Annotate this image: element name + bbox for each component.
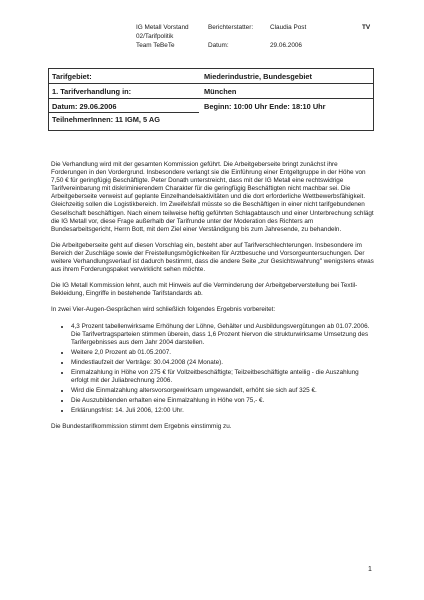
header-reporter-name: Claudia Post bbox=[270, 24, 307, 31]
divider bbox=[49, 83, 373, 84]
divider bbox=[49, 98, 373, 99]
list-item bbox=[71, 369, 374, 385]
page-number: 1 bbox=[368, 566, 372, 573]
paragraph: In zwei Vier-Augen-Gesprächen wird schließlich folgendes Ergebnis vorbereitet: bbox=[51, 306, 276, 314]
teilnehmer-field: TeilnehmerInnen: 11 IGM, 5 AG bbox=[52, 115, 161, 124]
paragraph: Die Verhandlung wird mit der gesamten Kommission geführt. Die Arbeitgeberseite bringt zunächst ihre Forderungen in den Vordergrund. Insbesondere verlangt sie die Einführung einer Entgeltgruppe in der Höhe von 7,50 € für geringfügig Beschäftigte. Peter Donath unterstreicht, dass mit der IG Metall eine rechtswidrige Tarifvereinbarung mit diskriminierendem Charakter für die geringfügig Beschäftigten nicht machbar sei. Die Arbeitgeberseite verweist auf geplante Einzelhandelsaktivitäten und die dort erforderliche Wettbewerbsfähigkeit. Gleichzeitig sollen die Logistikbereich. Im Zweifelsfall müsste so die Beschäftigen in einer nicht tarifgebundenen Gesellschaft beschäftigen. Nach einem teilweise heftig geführten Schlagabtausch und einer Unterbrechung schlägt die IG Metall vor, diese Frage außerhalb der Tarifrunde unter der Moderation des Richters am Bundesarbeitsgericht, Herrn Bott, mit dem Ziel einer Verständigung bis zum Jahresende, zu behandeln. bbox=[51, 161, 374, 233]
paragraph: Die Arbeitgeberseite geht auf diesen Vorschlag ein, besteht aber auf Tarifverschlechterungen. Insbesondere im Bereich der Zuschläge sowie der Freistellungsmöglichkeiten für Arztbesuche und Vorsorgeuntersuchungen. Der weitere Verhandlungsverlauf ist dadurch bestimmt, dass die andere Seite „zur Gesichtswahrung" wenigstens etwas aus ihrem Forderungspaket verwirklicht sehen möchte. bbox=[51, 241, 374, 274]
verhandlung-value: München bbox=[204, 87, 237, 96]
list-item bbox=[71, 349, 374, 357]
paragraph: Die IG Metall Kommission lehnt, auch mit Hinweis auf die Verminderung der Arbeitgeberverstellung bei Textil-Bekleidung, Eingriffe in bestehende Tarifstandards ab. bbox=[51, 282, 358, 298]
tarifgebiet-value: Miederindustrie, Bundesgebiet bbox=[204, 72, 313, 81]
header-team: Team TeBeTe bbox=[136, 42, 175, 49]
divider bbox=[49, 112, 199, 113]
list-item bbox=[71, 407, 374, 415]
report-body bbox=[51, 161, 374, 440]
header-department: 02/Tarifpolitik bbox=[136, 33, 174, 40]
list-item-text: Wird die Einmalzahlung altersvorsorgewirksam umgewandelt, erhöht sie sich auf 325 €. bbox=[71, 387, 317, 395]
list-item bbox=[71, 397, 374, 405]
list-item bbox=[71, 359, 374, 367]
list-item-text: 4,3 Prozent tabellenwirksame Erhöhung der Löhne, Gehälter und Ausbildungsvergütungen ab 01.07.2006. bbox=[71, 322, 370, 330]
header-org: IG Metall Vorstand bbox=[136, 24, 189, 31]
paragraph: Die Bundestarifkommission stimmt dem Ergebnis einstimmig zu. bbox=[51, 423, 232, 431]
negotiation-info-box bbox=[48, 68, 374, 131]
verhandlung-label: 1. Tarifverhandlung in: bbox=[52, 87, 132, 96]
list-item-text: Die Auszubildenden erhalten eine Einmalzahlung in Höhe von 75,- €. bbox=[71, 397, 265, 405]
result-list bbox=[51, 323, 374, 416]
time-field: Beginn: 10:00 Uhr Ende: 18:10 Uhr bbox=[204, 102, 326, 111]
list-item bbox=[71, 387, 374, 395]
list-item-text: Einmalzahlung in Höhe von 275 € für Vollzeitbeschäftigte; Teilzeitbeschäftigte anteilig - die Auszahlung erfolgt mit der Juliabrechnung 2006. bbox=[71, 368, 359, 385]
list-item-text: Mindestlaufzeit der Verträge: 30.04.2008 (24 Monate). bbox=[71, 358, 223, 366]
header-tag: TV bbox=[362, 24, 371, 31]
list-item-text: Erklärungsfrist: 14. Juli 2006, 12:00 Uhr. bbox=[71, 407, 184, 415]
header-date-value: 29.06.2006 bbox=[270, 42, 302, 49]
tarifgebiet-label: Tarifgebiet: bbox=[52, 72, 92, 81]
list-item-text: Weitere 2,0 Prozent ab 01.05.2007. bbox=[71, 348, 172, 356]
list-item-note: Die Tarifvertragsparteien stimmen überein, dass 1,6 Prozent hiervon die strukturwirksame Umsetzung des Tarifergebnisses aus dem Jahr 2004 darstellen. bbox=[71, 330, 369, 346]
list-item bbox=[71, 323, 374, 347]
datum-field: Datum: 29.06.2006 bbox=[52, 102, 117, 111]
header-reporter-label: Berichterstatter: bbox=[208, 24, 254, 31]
header-date-label: Datum: bbox=[208, 42, 229, 49]
